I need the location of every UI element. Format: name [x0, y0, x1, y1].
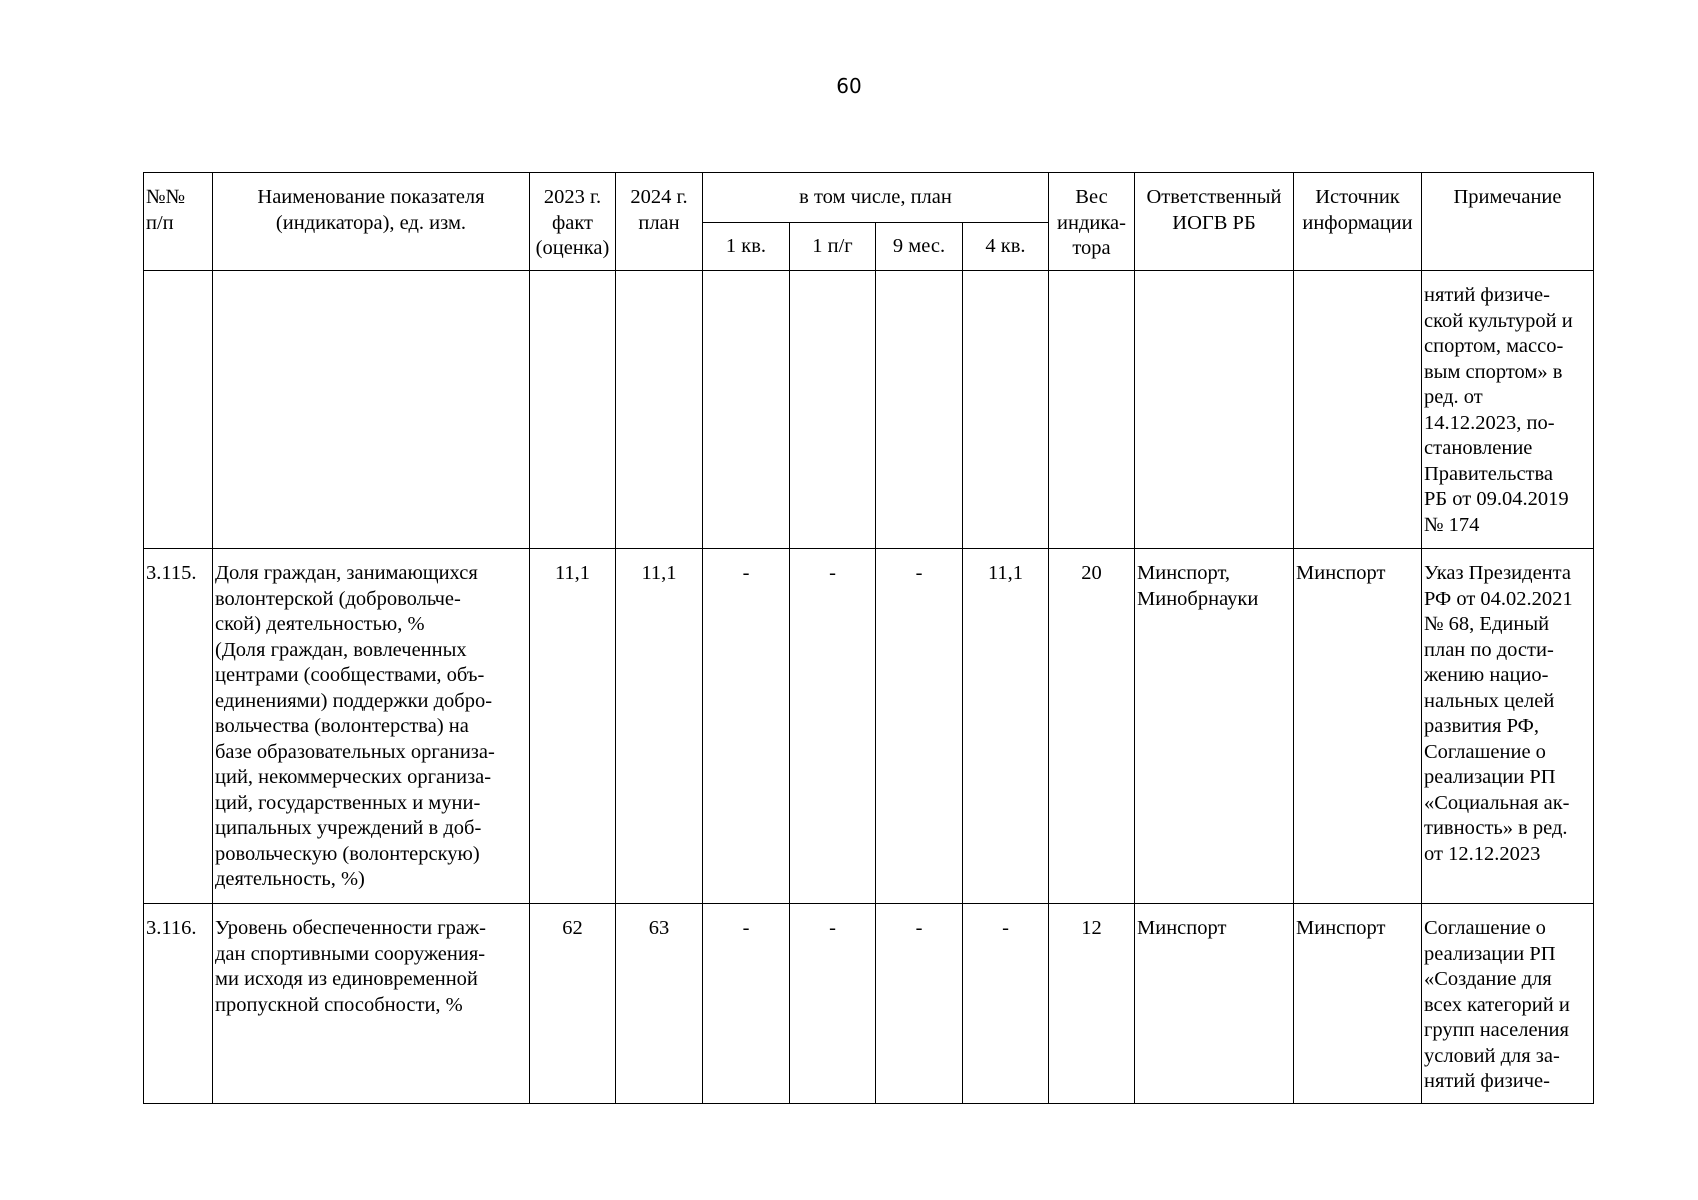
cell-source	[1294, 271, 1422, 549]
cell-name: Доля граждан, занимающихся волонтерской (добровольче- ской) деятельностью, % (Доля граждан, вовлеченных центрами (сообществами, объ- единениями) поддержки добро- вольчества (волонтерства) на базе образовательных организа- ций, некоммерческих организа- ций, государственных и муни- ципальных учреждений в доб- ровольческую (волонтерскую) деятельность, %)	[213, 549, 530, 904]
header-plan-2024: 2024 г. план	[616, 173, 703, 271]
page-number: 60	[836, 74, 862, 98]
cell-source: Минспорт	[1294, 549, 1422, 904]
cell-fact-2023	[530, 271, 616, 549]
indicators-table	[143, 172, 1594, 1104]
cell-h1: -	[790, 549, 876, 904]
cell-num: 3.116.	[144, 904, 213, 1104]
header-h1: 1 п/г	[790, 223, 876, 271]
cell-source: Минспорт	[1294, 904, 1422, 1104]
cell-q4: 11,1	[963, 549, 1049, 904]
header-responsible: Ответственный ИОГВ РБ	[1135, 173, 1294, 271]
cell-responsible: Минспорт	[1135, 904, 1294, 1104]
cell-note: Указ Президента РФ от 04.02.2021 № 68, Единый план по дости- жению нацио- нальных целей развития РФ, Соглашение о реализации РП «Социальная ак- тивность» в ред. от 12.12.2023	[1422, 549, 1594, 904]
cell-q4: -	[963, 904, 1049, 1104]
header-source: Источник информации	[1294, 173, 1422, 271]
cell-q1: -	[703, 549, 790, 904]
cell-q1: -	[703, 904, 790, 1104]
cell-name	[213, 271, 530, 549]
header-row-1	[144, 173, 1594, 223]
table-row	[144, 904, 1594, 1104]
cell-responsible: Минспорт, Минобрнауки	[1135, 549, 1294, 904]
cell-fact-2023: 11,1	[530, 549, 616, 904]
cell-note: нятий физиче- ской культурой и спортом, массо- вым спортом» в ред. от 14.12.2023, по- становление Правительства РБ от 09.04.2019 № 174	[1422, 271, 1594, 549]
cell-num: 3.115.	[144, 549, 213, 904]
cell-plan-2024	[616, 271, 703, 549]
cell-q1	[703, 271, 790, 549]
header-num: №№ п/п	[144, 173, 213, 271]
cell-name: Уровень обеспеченности граж- дан спортивными сооружения- ми исходя из единовременной пропускной способности, %	[213, 904, 530, 1104]
header-q1: 1 кв.	[703, 223, 790, 271]
cell-num	[144, 271, 213, 549]
cell-plan-2024: 63	[616, 904, 703, 1104]
table-row	[144, 271, 1594, 549]
cell-9-months	[876, 271, 963, 549]
header-weight: Вес индика- тора	[1049, 173, 1135, 271]
cell-plan-2024: 11,1	[616, 549, 703, 904]
cell-9-months: -	[876, 549, 963, 904]
header-fact-2023: 2023 г. факт (оценка)	[530, 173, 616, 271]
table-row	[144, 549, 1594, 904]
cell-weight: 12	[1049, 904, 1135, 1104]
cell-note: Соглашение о реализации РП «Создание для всех категорий и групп населения условий для за- нятий физиче-	[1422, 904, 1594, 1104]
header-9-months: 9 мес.	[876, 223, 963, 271]
cell-responsible	[1135, 271, 1294, 549]
header-name: Наименование показателя (индикатора), ед. изм.	[213, 173, 530, 271]
cell-q4	[963, 271, 1049, 549]
cell-9-months: -	[876, 904, 963, 1104]
cell-h1	[790, 271, 876, 549]
cell-weight: 20	[1049, 549, 1135, 904]
cell-weight	[1049, 271, 1135, 549]
cell-h1: -	[790, 904, 876, 1104]
header-q4: 4 кв.	[963, 223, 1049, 271]
header-note: Примечание	[1422, 173, 1594, 271]
cell-fact-2023: 62	[530, 904, 616, 1104]
header-including-plan: в том числе, план	[703, 173, 1049, 223]
